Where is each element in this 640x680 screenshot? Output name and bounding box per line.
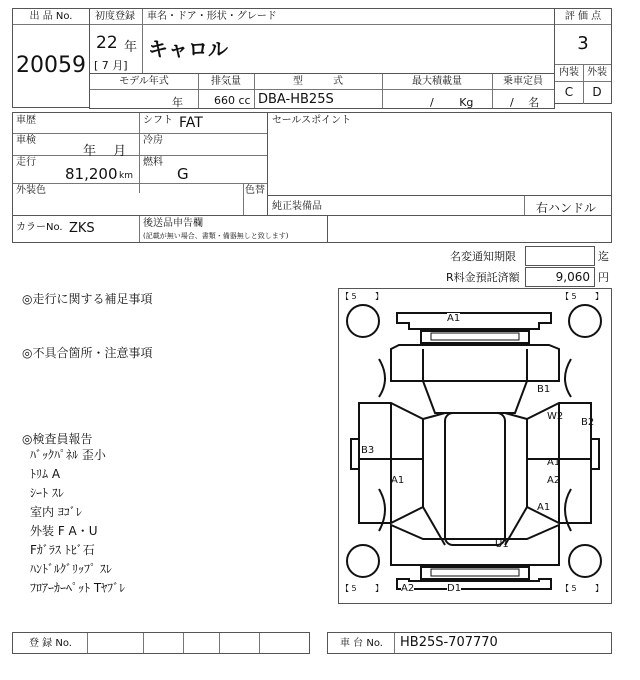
capacity-label: 乗車定員 [503,76,543,87]
handle-value: 右ハンドル [536,201,597,215]
inspector-note: ﾊﾝﾄﾞﾙｸﾞﾘｯﾌﾟ ｽﾚ [30,562,112,576]
reg-no-label: 登 録 No. [29,638,72,649]
mark-right-a1-lower: A1 [537,502,551,513]
tire-label-fl: 【 5 】 [341,292,384,301]
color-no-label: カラーNo. [16,222,63,233]
first-reg-label: 初度登録 [95,11,135,22]
fuel-label: 燃料 [143,157,163,168]
mark-left-a: A1 [391,475,405,486]
mileage-value: 81,200 [65,165,118,183]
vehicle-header-box [89,8,555,74]
type-value: DBA-HB25S [258,92,334,107]
tire-rear-right [569,545,601,577]
roof [445,413,505,545]
mileage-label: 走行 [16,157,36,168]
details-box [12,112,268,216]
tire-front-left [347,305,379,337]
first-reg-year: 22 [96,33,118,53]
tire-label-fr: 【 5 】 [561,292,604,301]
notice-deadline-unit: 迄 [598,250,609,263]
inspection-value: 年 月 [83,144,127,159]
lot-number: 20059 [16,53,86,78]
mark-right-b: B2 [581,417,595,428]
inspector-note: 外装 F A・U [30,524,98,538]
color-no-box [12,215,328,243]
inspector-note: ﾊﾞｯｸﾊﾟﾈﾙ 歪小 [30,448,106,462]
car-name: キャロル [148,37,228,61]
exterior-label: 外装 [587,67,607,78]
fuel-value: G [177,165,189,183]
tire-label-rr: 【 5 】 [561,584,604,593]
windshield [423,381,527,413]
exterior-grade: D [592,85,602,99]
inspector-note: 室内 ﾖｺﾞﾚ [30,505,82,519]
recycle-unit: 円 [598,271,609,284]
history-label: 車歴 [16,115,36,126]
mark-front: A1 [447,313,461,324]
score-value: 3 [577,33,589,54]
recycle-label: R料金預託済額 [446,271,520,284]
front-bumper [397,313,551,329]
notice-deadline-field [525,246,595,266]
score-box [554,8,612,104]
inspector-note: Fｶﾞﾗｽ ﾄﾋﾞ石 [30,543,95,557]
model-year-unit: 年 [172,96,183,109]
inspection-label: 車検 [16,135,36,146]
first-reg-month: [ 7 月] [94,59,128,72]
chassis-no-label: 車 台 No. [340,638,383,649]
model-year-label: モデル年式 [119,76,169,87]
ac-label: 冷房 [143,135,163,146]
displacement-value: 660 cc [214,94,251,107]
equipment-label: 純正装備品 [272,201,322,212]
defects-label: ◎不具合箇所・注意事項 [22,346,153,360]
lot-box [12,8,90,108]
post-docs-note: (記載が無い場合、書類・備器無しと致します) [143,232,289,240]
car-name-label: 車名・ドア・形状・グレード [147,11,277,22]
interior-grade: C [564,85,574,99]
first-reg-year-unit: 年 [124,40,138,55]
shift-value: FAT [179,115,203,131]
equipment-box [267,195,612,217]
recycle-fee: 9,060 [555,270,590,284]
tire-label-rl: 【 5 】 [341,584,384,593]
spec-row [89,73,555,109]
type-label: 型 式 [293,76,343,87]
mark-right-upper: B1 [537,384,551,395]
tire-front-right [569,305,601,337]
mark-rear: D1 [447,583,462,594]
sales-points-box [267,112,612,196]
notice-deadline-label: 名変通知期限 [450,250,516,263]
chassis-no-box [327,632,612,654]
max-load-value: / Kg [430,96,474,109]
inspector-note: ｼｰﾄ ｽﾚ [30,486,64,500]
rear-bumper [397,579,551,589]
hood [391,345,559,381]
mark-roof: U1 [495,539,509,550]
post-docs-label: 後送品申告欄 [143,218,203,229]
mileage-unit: km [119,171,133,181]
inspector-note: ﾌﾛｱｰｶｰﾍﾟｯﾄ Tﾔﾌﾞﾚ [30,581,126,595]
mark-right-a1: A1 [547,457,561,468]
reg-no-box [12,632,310,654]
mark-right-w: W2 [547,411,564,422]
recycle-fee-field [525,267,595,287]
interior-label: 内装 [559,67,579,78]
mark-right-a2: A2 [547,475,561,486]
sales-points-label: セールスポイント [272,115,352,126]
capacity-value: / 名 [510,96,540,109]
driving-remarks-label: ◎走行に関する補足事項 [22,292,153,306]
car-diagram [338,288,612,604]
color-no-value: ZKS [69,221,95,236]
tire-rear-left [347,545,379,577]
mark-left-b: B3 [361,445,375,456]
displacement-label: 排気量 [211,76,241,87]
score-label: 評 価 点 [564,11,602,22]
shift-label: シフト [143,115,173,126]
inspector-label: ◎検査員報告 [22,432,93,446]
max-load-label: 最大積載量 [412,76,462,87]
ext-color-label: 外装色 [16,185,46,196]
inspector-note: ﾄﾘﾑ A [30,467,61,481]
mark-rear-left: A2 [401,583,415,594]
chassis-no-value: HB25S-707770 [400,635,498,650]
color-change-label: 色替 [245,185,265,196]
inspector-notes [30,446,125,598]
lot-label: 出 品 No. [29,11,73,22]
